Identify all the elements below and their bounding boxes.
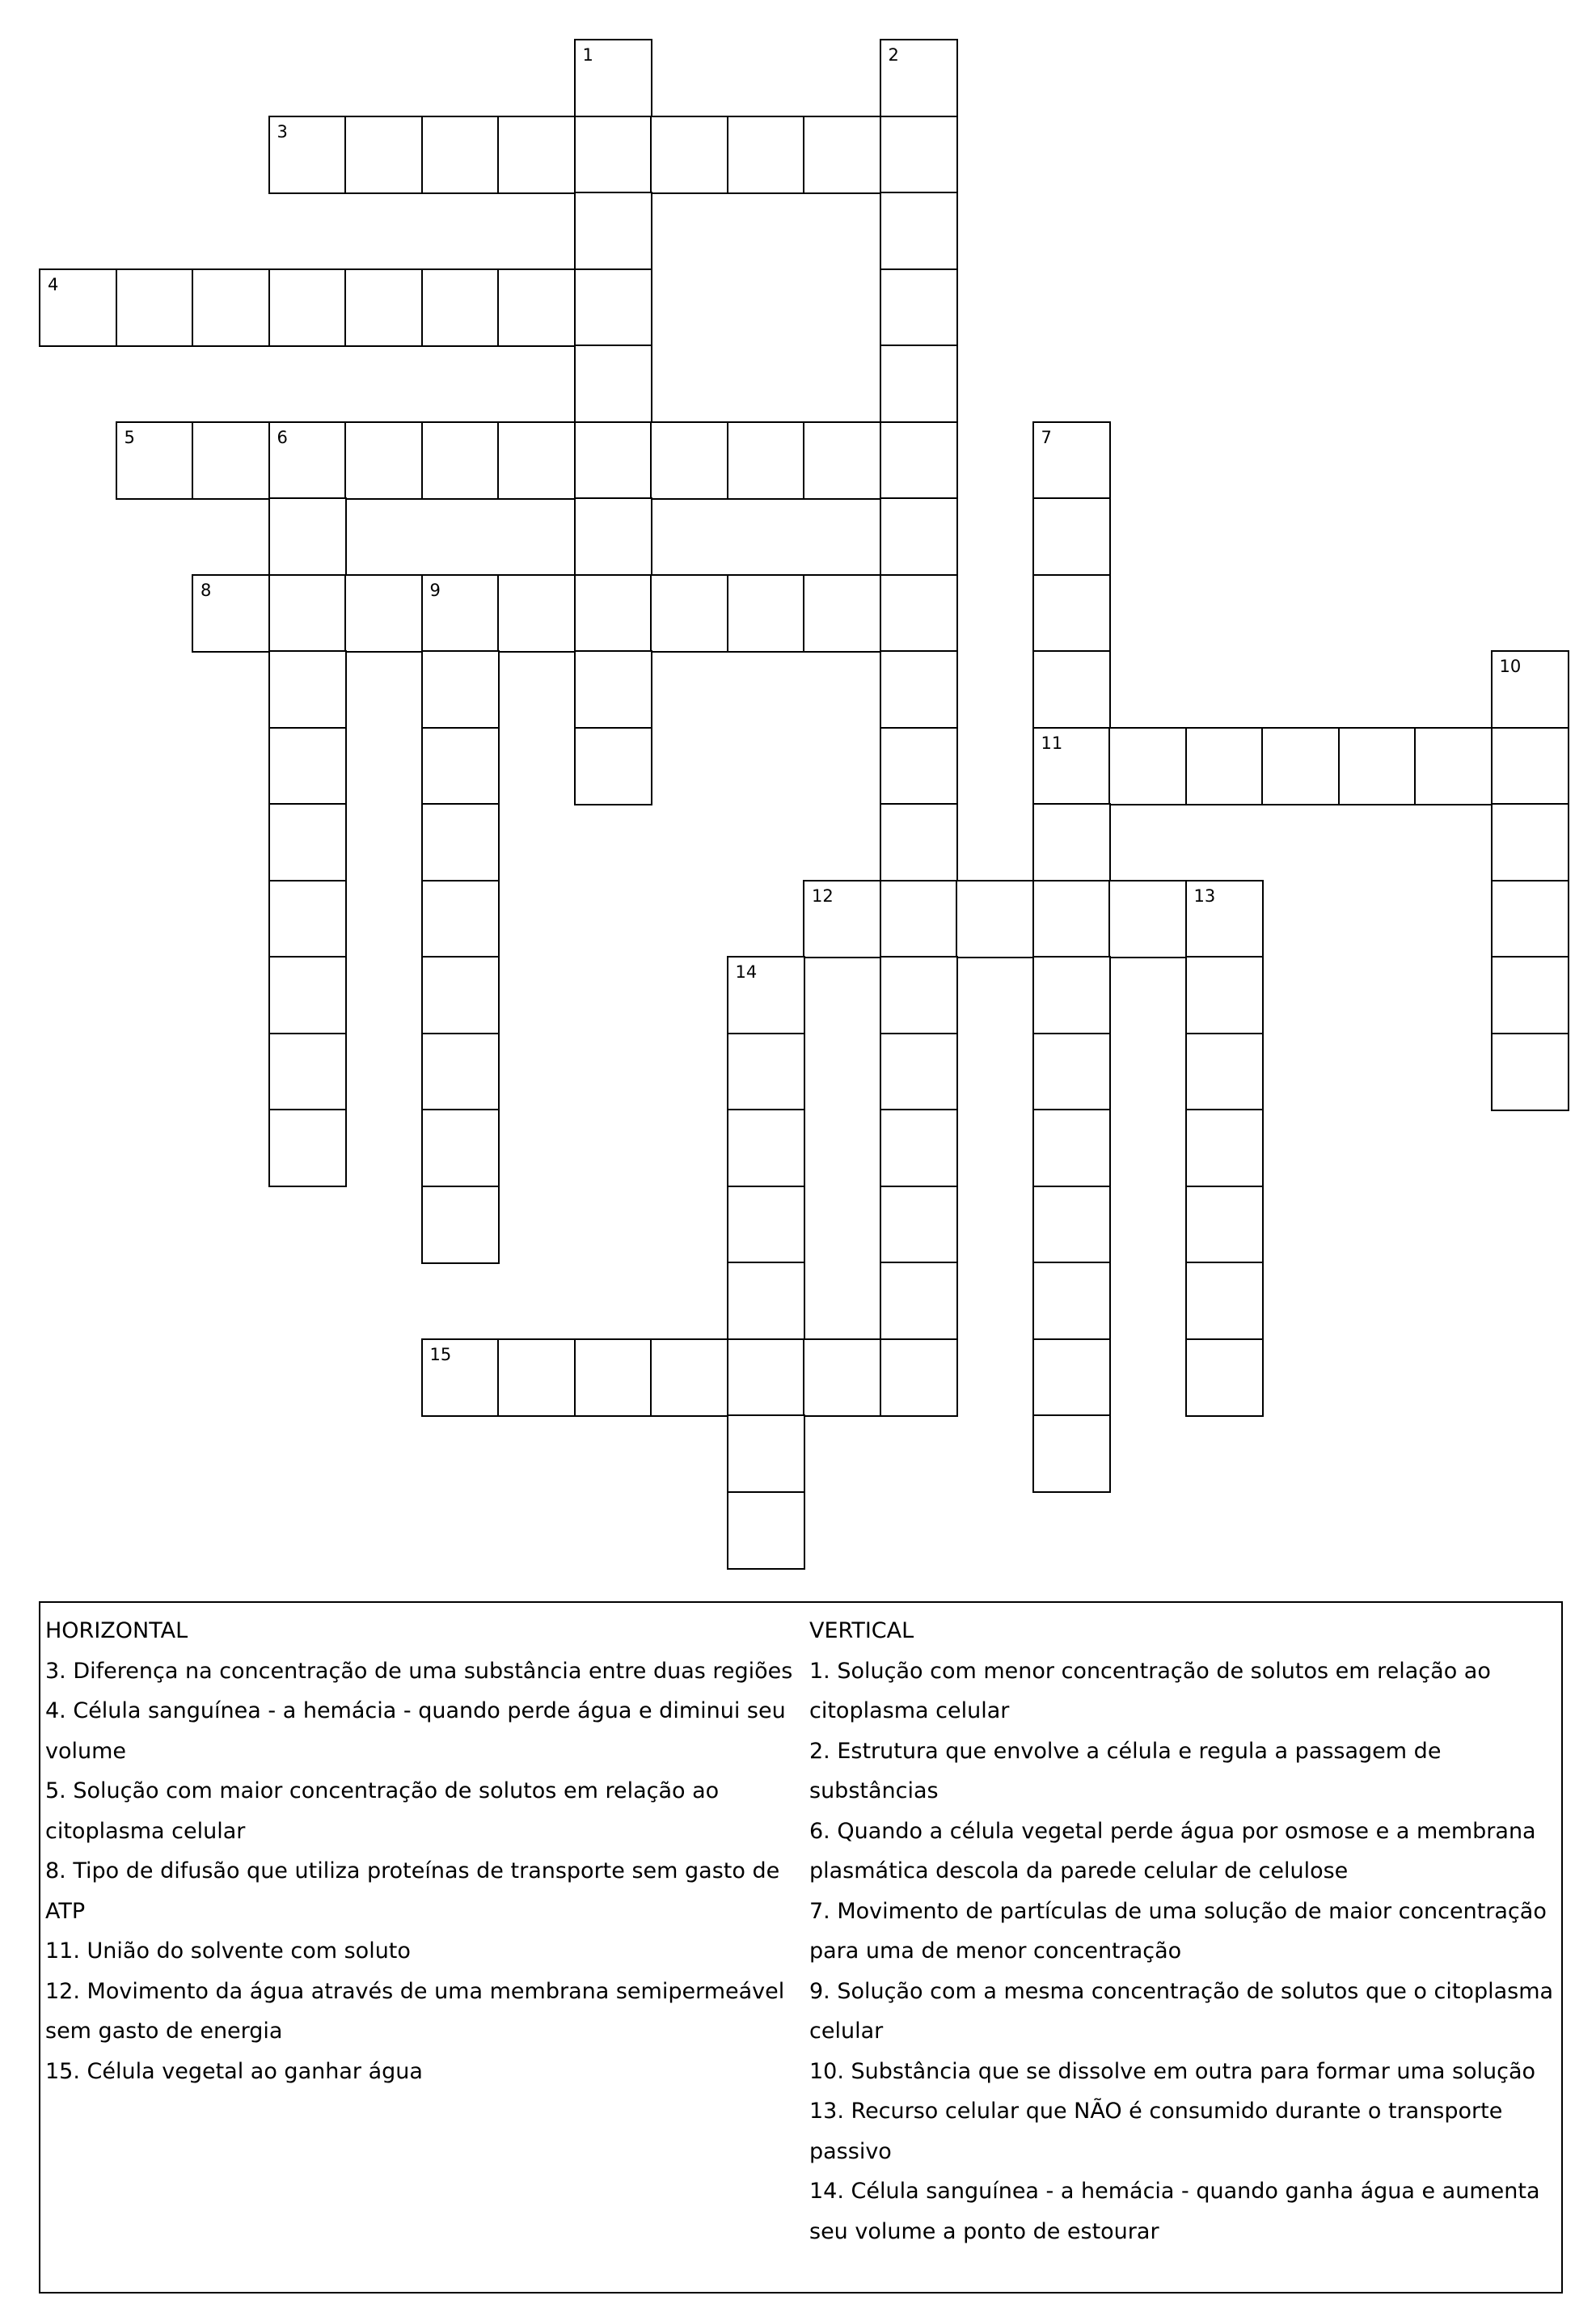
vertical-clue-line: celular: [809, 2019, 884, 2044]
crossword-cell[interactable]: [497, 116, 576, 194]
clue-number: 13: [1193, 886, 1216, 906]
crossword-cell[interactable]: [1185, 727, 1264, 805]
crossword-cell[interactable]: [650, 116, 728, 194]
crossword-cell[interactable]: [1185, 1262, 1264, 1340]
horizontal-clues: [45, 1611, 805, 2091]
clue-number: 7: [1041, 427, 1052, 447]
horizontal-clue-line: sem gasto de energia: [45, 2019, 283, 2044]
crossword-cell[interactable]: [1108, 727, 1187, 805]
vertical-clue-line: citoplasma celular: [809, 1698, 1010, 1723]
clue-number: 2: [888, 45, 899, 65]
crossword-cell[interactable]: [574, 345, 652, 423]
horizontal-clue-line: 4. Célula sanguínea - a hemácia - quando perde água e diminui seu: [45, 1698, 786, 1723]
crossword-cell[interactable]: [344, 421, 423, 500]
crossword-cell[interactable]: [880, 268, 958, 347]
vertical-clue-line: plasmática descola da parede celular de celulose: [809, 1858, 1349, 1883]
crossword-cell[interactable]: [803, 880, 881, 958]
clue-number: 3: [277, 121, 288, 142]
crossword-cell[interactable]: [727, 1414, 805, 1493]
crossword-cell[interactable]: [268, 880, 347, 958]
crossword-cell[interactable]: [880, 1186, 958, 1264]
crossword-cell[interactable]: [650, 1338, 728, 1417]
crossword-cell[interactable]: [880, 116, 958, 194]
crossword-cell[interactable]: [1185, 1186, 1264, 1264]
horizontal-clue-line: 15. Célula vegetal ao ganhar água: [45, 2058, 423, 2084]
crossword-cell[interactable]: [880, 803, 958, 881]
crossword-cell[interactable]: [268, 574, 347, 653]
crossword-cell[interactable]: [497, 421, 576, 500]
horizontal-clue-line: 8. Tipo de difusão que utiliza proteínas de transporte sem gasto de: [45, 1858, 780, 1883]
crossword-cell[interactable]: [1032, 1109, 1111, 1187]
crossword-cell[interactable]: [421, 956, 500, 1034]
crossword-cell[interactable]: [421, 1109, 500, 1187]
crossword-cell[interactable]: [727, 1262, 805, 1340]
crossword-cell[interactable]: [1185, 956, 1264, 1034]
crossword-cell[interactable]: [880, 39, 958, 117]
crossword-cell[interactable]: [421, 727, 500, 805]
crossword-cell[interactable]: [1032, 956, 1111, 1034]
crossword-cell[interactable]: [1032, 1414, 1111, 1493]
crossword-cell[interactable]: [421, 1033, 500, 1111]
crossword-cell[interactable]: [421, 574, 500, 653]
crossword-cell[interactable]: [880, 1262, 958, 1340]
vertical-clue-line: 2. Estrutura que envolve a célula e regula a passagem de: [809, 1738, 1442, 1764]
crossword-cell[interactable]: [880, 727, 958, 805]
crossword-cell[interactable]: [268, 956, 347, 1034]
crossword-cell[interactable]: [116, 268, 194, 347]
crossword-cell[interactable]: [880, 192, 958, 270]
clue-number: 15: [429, 1344, 452, 1364]
crossword-cell[interactable]: [1414, 727, 1493, 805]
crossword-cell[interactable]: [1491, 956, 1569, 1034]
crossword-cell[interactable]: [268, 803, 347, 881]
crossword-cell[interactable]: [803, 574, 881, 653]
horizontal-clue-line: 12. Movimento da água através de uma membrana semipermeável: [45, 1978, 785, 2004]
crossword-cell[interactable]: [268, 650, 347, 729]
crossword-cell[interactable]: [1185, 1109, 1264, 1187]
horizontal-clue-line: 3. Diferença na concentração de uma substância entre duas regiões: [45, 1658, 793, 1684]
clue-number: 6: [277, 427, 288, 447]
crossword-cell[interactable]: [880, 574, 958, 653]
crossword-cell[interactable]: [574, 268, 652, 347]
crossword-cell[interactable]: [727, 1186, 805, 1264]
crossword-cell[interactable]: [1032, 1186, 1111, 1264]
crossword-cell[interactable]: [1491, 803, 1569, 881]
crossword-cell[interactable]: [268, 1109, 347, 1187]
vertical-clue-line: para uma de menor concentração: [809, 1938, 1182, 1964]
crossword-cell[interactable]: [39, 268, 117, 347]
crossword-cell[interactable]: [116, 421, 194, 500]
horizontal-clue-line: volume: [45, 1738, 127, 1764]
crossword-cell[interactable]: [1032, 650, 1111, 729]
crossword-cell[interactable]: [1185, 1033, 1264, 1111]
horizontal-clue-line: 5. Solução com maior concentração de solutos em relação ao: [45, 1778, 720, 1803]
crossword-cell[interactable]: [421, 803, 500, 881]
crossword-cell[interactable]: [803, 421, 881, 500]
crossword-cell[interactable]: [727, 1109, 805, 1187]
crossword-cell[interactable]: [880, 497, 958, 576]
crossword-cell[interactable]: [1032, 1338, 1111, 1417]
crossword-cell[interactable]: [421, 1186, 500, 1264]
crossword-cell[interactable]: [880, 880, 958, 958]
crossword-cell[interactable]: [1338, 727, 1417, 805]
crossword-cell[interactable]: [421, 268, 500, 347]
vertical-clue-line: 13. Recurso celular que NÃO é consumido durante o transporte: [809, 2099, 1503, 2124]
crossword-cell[interactable]: [574, 116, 652, 194]
crossword-cell[interactable]: [1032, 1033, 1111, 1111]
crossword-cell[interactable]: [421, 650, 500, 729]
horizontal-title: HORIZONTAL: [45, 1618, 188, 1643]
vertical-clue-line: substâncias: [809, 1778, 939, 1803]
crossword-cell[interactable]: [1185, 880, 1264, 958]
crossword-cell[interactable]: [1261, 727, 1340, 805]
crossword-cell[interactable]: [268, 497, 347, 576]
crossword-cell[interactable]: [497, 268, 576, 347]
crossword-cell[interactable]: [192, 421, 270, 500]
crossword-cell[interactable]: [1032, 1262, 1111, 1340]
crossword-cell[interactable]: [1108, 880, 1187, 958]
clue-number: 14: [735, 962, 758, 982]
crossword-cell[interactable]: [574, 192, 652, 270]
crossword-cell[interactable]: [268, 421, 347, 500]
crossword-cell[interactable]: [421, 421, 500, 500]
crossword-cell[interactable]: [727, 1338, 805, 1417]
vertical-clue-line: 10. Substância que se dissolve em outra para formar uma solução: [809, 2058, 1536, 2084]
vertical-clues: [809, 1611, 1557, 2251]
crossword-cell[interactable]: [727, 956, 805, 1034]
crossword-cell[interactable]: [1491, 650, 1569, 729]
clue-number: 9: [429, 580, 441, 600]
crossword-cell[interactable]: [880, 650, 958, 729]
crossword-cell[interactable]: [1032, 497, 1111, 576]
crossword-cell[interactable]: [192, 268, 270, 347]
crossword-cell[interactable]: [574, 727, 652, 805]
vertical-clue-line: 7. Movimento de partículas de uma solução de maior concentração: [809, 1898, 1547, 1924]
clue-number: 5: [124, 427, 135, 447]
crossword-cell[interactable]: [650, 421, 728, 500]
crossword-cell[interactable]: [727, 421, 805, 500]
vertical-clue-list: [809, 1651, 1557, 2252]
crossword-cell[interactable]: [1032, 574, 1111, 653]
crossword-cell[interactable]: [497, 574, 576, 653]
crossword-cell[interactable]: [268, 727, 347, 805]
crossword-cell[interactable]: [497, 1338, 576, 1417]
clue-number: 8: [201, 580, 212, 600]
clue-number: 4: [48, 274, 59, 294]
crossword-cell[interactable]: [268, 1033, 347, 1111]
crossword-cell[interactable]: [574, 1338, 652, 1417]
crossword-cell[interactable]: [574, 421, 652, 500]
crossword-cell[interactable]: [192, 574, 270, 653]
crossword-cell[interactable]: [727, 1491, 805, 1570]
crossword-cell[interactable]: [1491, 880, 1569, 958]
horizontal-clue-line: ATP: [45, 1898, 86, 1924]
horizontal-clue-list: [45, 1651, 805, 2092]
crossword-cell[interactable]: [1032, 803, 1111, 881]
crossword-cell[interactable]: [268, 116, 347, 194]
crossword-cell[interactable]: [727, 116, 805, 194]
vertical-clue-line: seu volume a ponto de estourar: [809, 2218, 1159, 2244]
horizontal-clue-line: citoplasma celular: [45, 1818, 246, 1844]
crossword-cell[interactable]: [421, 1338, 500, 1417]
crossword-cell[interactable]: [650, 574, 728, 653]
crossword-cell[interactable]: [880, 345, 958, 423]
clue-number: 11: [1041, 733, 1063, 753]
crossword-cell[interactable]: [880, 1338, 958, 1417]
crossword-cell[interactable]: [574, 650, 652, 729]
crossword-cell[interactable]: [880, 1109, 958, 1187]
crossword-cell[interactable]: [574, 39, 652, 117]
crossword-cell[interactable]: [803, 116, 881, 194]
crossword-cell[interactable]: [1032, 880, 1111, 958]
crossword-cell[interactable]: [1032, 421, 1111, 500]
crossword-cell[interactable]: [1185, 1338, 1264, 1417]
crossword-cell[interactable]: [803, 1338, 881, 1417]
crossword-cell[interactable]: [344, 268, 423, 347]
crossword-cell[interactable]: [1491, 727, 1569, 805]
clue-number: 12: [812, 886, 834, 906]
horizontal-clue-line: 11. União do solvente com soluto: [45, 1938, 411, 1964]
clues-box: [39, 1601, 1563, 2294]
vertical-clue-line: 14. Célula sanguínea - a hemácia - quando ganha água e aumenta: [809, 2179, 1540, 2204]
crossword-cell[interactable]: [344, 116, 423, 194]
crossword-cell[interactable]: [574, 497, 652, 576]
crossword-cell[interactable]: [880, 1033, 958, 1111]
crossword-cell[interactable]: [1032, 727, 1111, 805]
crossword-cell[interactable]: [727, 1033, 805, 1111]
crossword-cell[interactable]: [1491, 1033, 1569, 1111]
vertical-clue-line: 1. Solução com menor concentração de solutos em relação ao: [809, 1658, 1491, 1684]
clue-number: 1: [582, 45, 593, 65]
crossword-cell[interactable]: [344, 574, 423, 653]
crossword-cell[interactable]: [727, 574, 805, 653]
vertical-clue-line: 6. Quando a célula vegetal perde água por osmose e a membrana: [809, 1818, 1536, 1844]
crossword-cell[interactable]: [421, 880, 500, 958]
crossword-cell[interactable]: [880, 956, 958, 1034]
crossword-cell[interactable]: [421, 116, 500, 194]
vertical-clue-line: 9. Solução com a mesma concentração de solutos que o citoplasma: [809, 1978, 1554, 2004]
vertical-title: VERTICAL: [809, 1618, 914, 1643]
vertical-clue-line: passivo: [809, 2138, 892, 2164]
clue-number: 10: [1499, 657, 1522, 676]
crossword-cell[interactable]: [268, 268, 347, 347]
crossword-cell[interactable]: [574, 574, 652, 653]
crossword-cell[interactable]: [956, 880, 1034, 958]
crossword-cell[interactable]: [880, 421, 958, 500]
